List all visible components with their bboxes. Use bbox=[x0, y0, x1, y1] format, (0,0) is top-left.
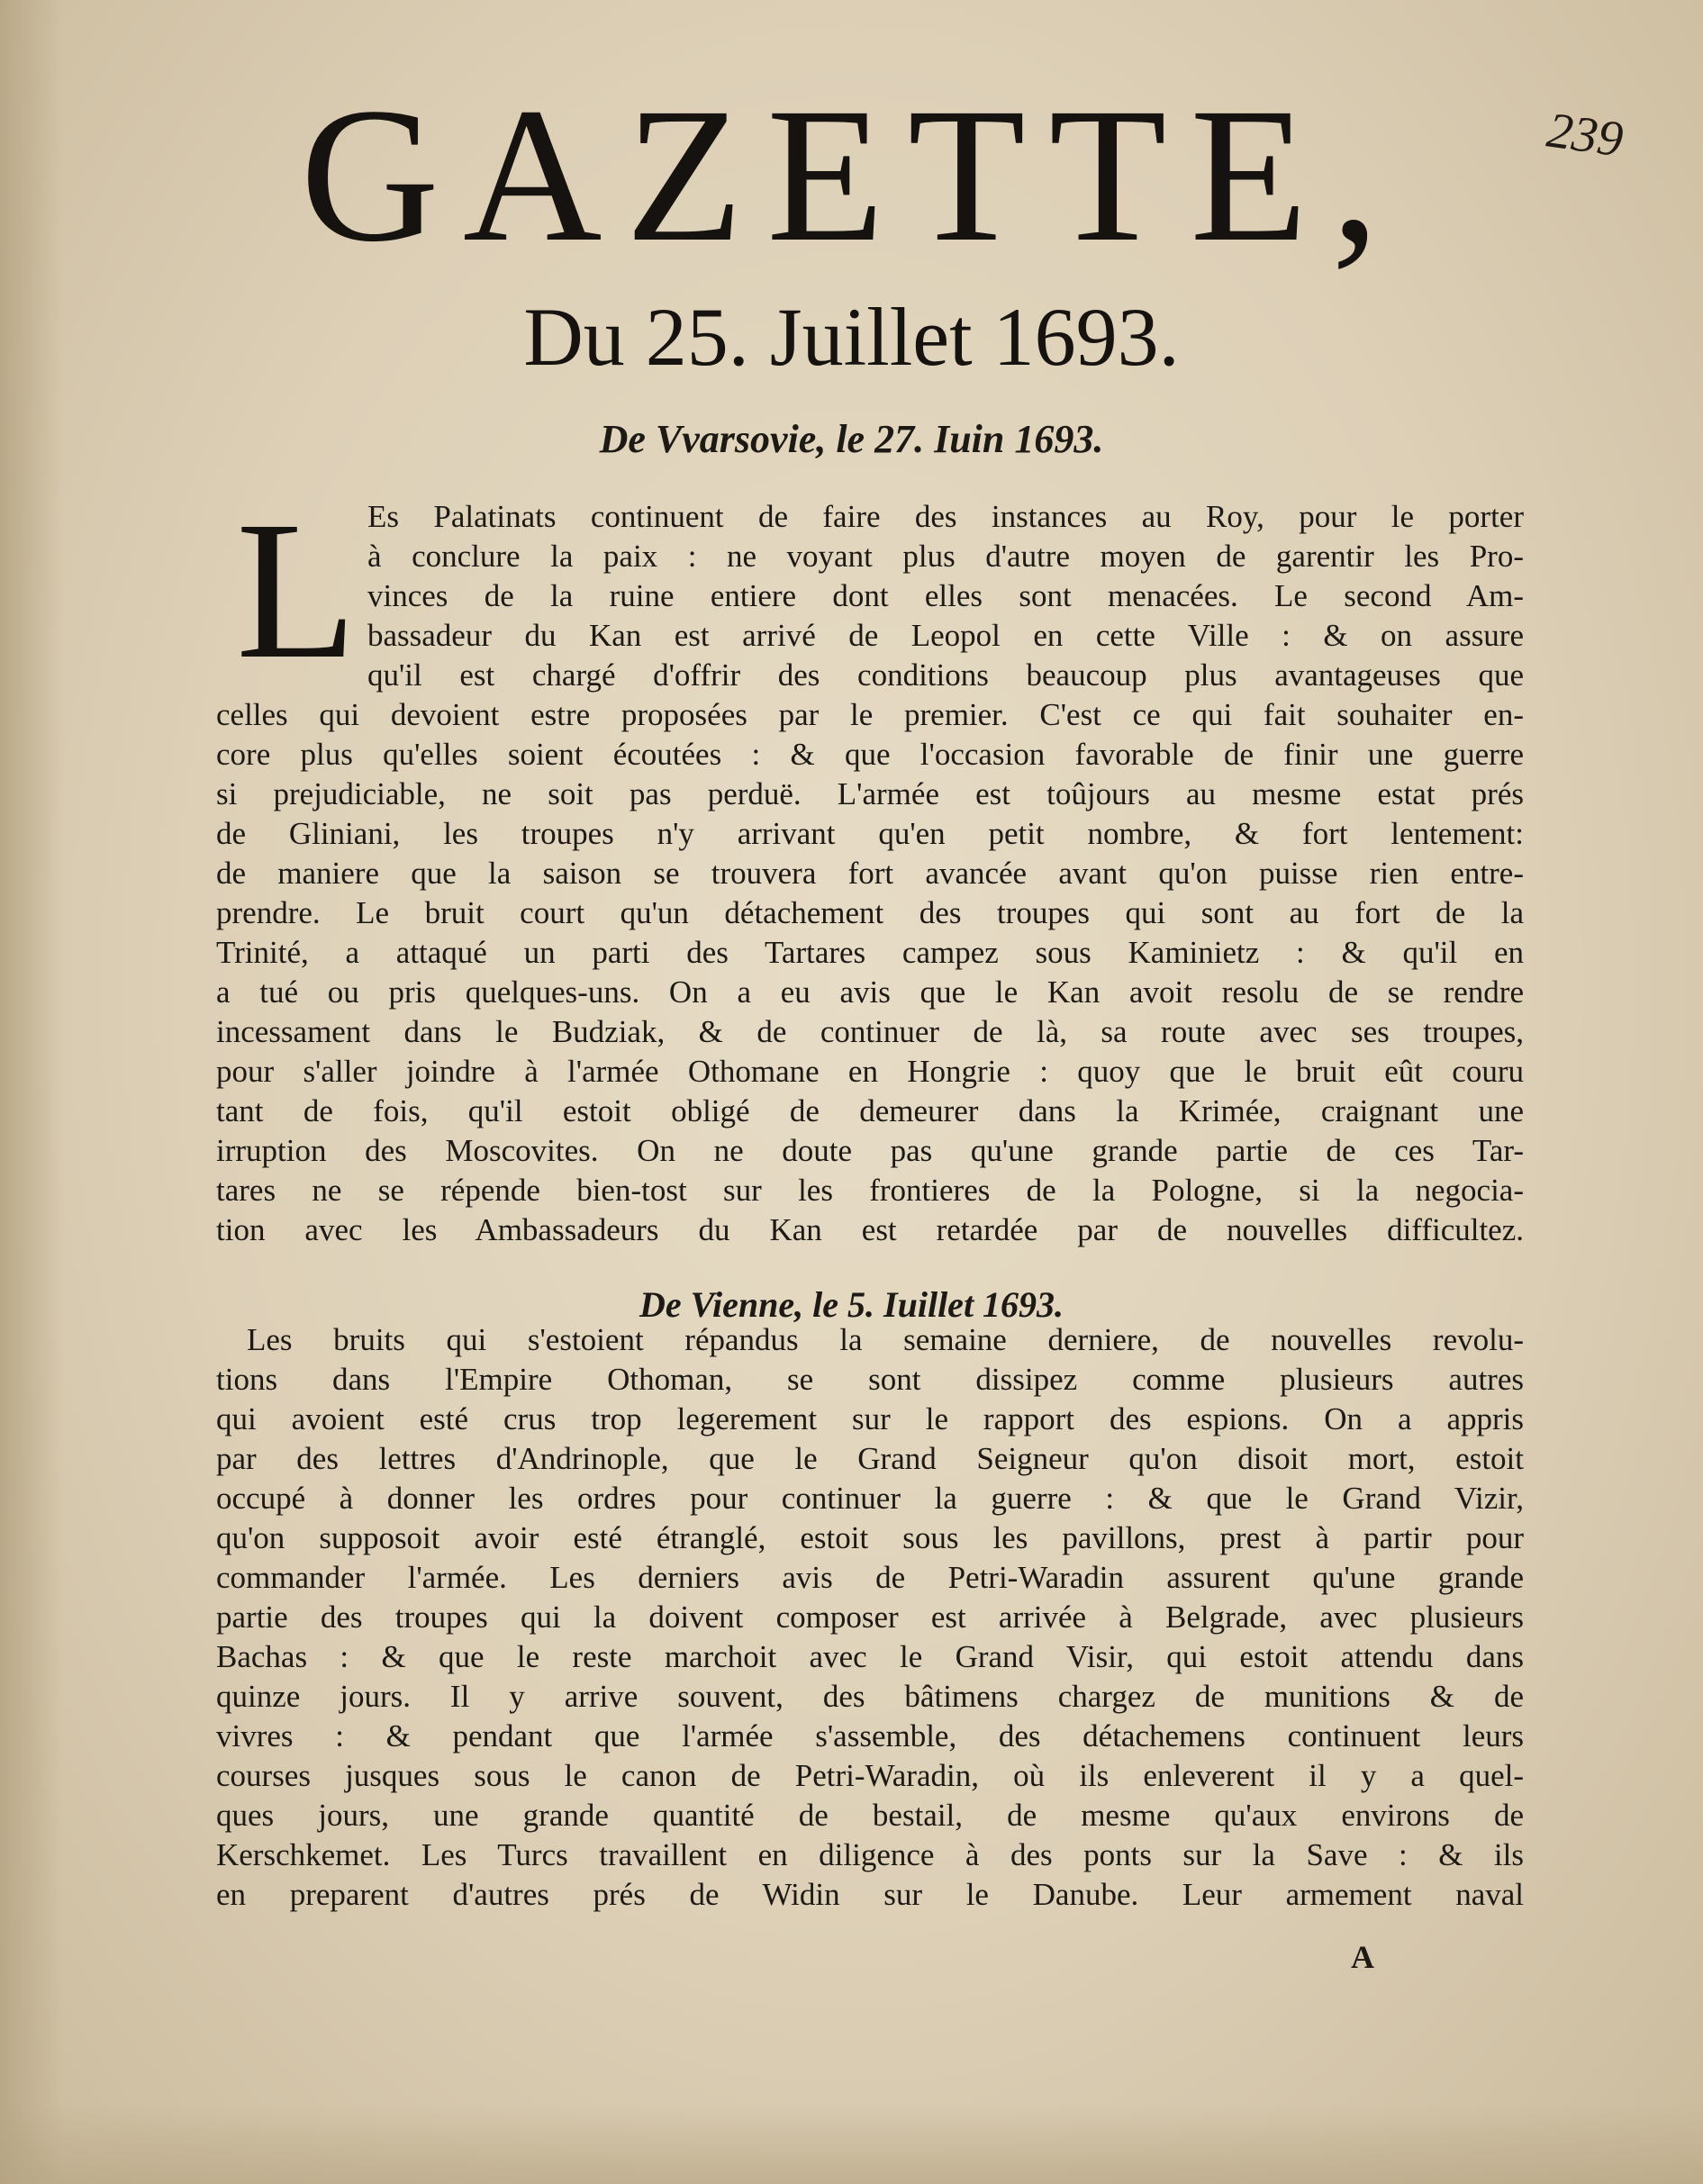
text-line: celles qui devoient estre proposées par le premier. C'est ce qui fait souhaiter en- bbox=[216, 697, 1524, 732]
text-line: irruption des Moscovites. On ne doute pas qu'une grande partie de ces Tar- bbox=[216, 1133, 1524, 1168]
text-line: qui avoient esté crus trop legerement sur le rapport des espions. On a appris bbox=[216, 1401, 1524, 1436]
masthead-title: GAZETTE, bbox=[300, 68, 1403, 282]
text-line: occupé à donner les ordres pour continuer la guerre : & que le Grand Vizir, bbox=[216, 1481, 1524, 1516]
folio-number: 239 bbox=[1544, 102, 1626, 168]
text-line: vinces de la ruine entiere dont elles sont menacées. Le second Am- bbox=[367, 578, 1524, 613]
text-line: qu'on supposoit avoir esté étranglé, estoit sous les pavillons, prest à partir pour bbox=[216, 1520, 1524, 1555]
text-line: incessament dans le Budziak, & de continuer de là, sa route avec ses troupes, bbox=[216, 1014, 1524, 1049]
text-line: prendre. Le bruit court qu'un détachement des troupes qui sont au fort de la bbox=[216, 895, 1524, 930]
text-line: tant de fois, qu'il estoit obligé de demeurer dans la Krimée, craignant une bbox=[216, 1093, 1524, 1128]
text-line: à conclure la paix : ne voyant plus d'autre moyen de garentir les Pro- bbox=[367, 539, 1524, 574]
text-line: par des lettres d'Andrinople, que le Grand Seigneur qu'on disoit mort, estoit bbox=[216, 1441, 1524, 1476]
text-line: a tué ou pris quelques-uns. On a eu avis que le Kan avoit resolu de se rendre bbox=[216, 974, 1524, 1010]
text-line: de maniere que la saison se trouvera fort avancée avant qu'on puisse rien entre- bbox=[216, 856, 1524, 891]
article-heading-vienna: De Vienne, le 5. Iuillet 1693. bbox=[639, 1284, 1064, 1325]
text-line: tares ne se répende bien-tost sur les frontieres de la Pologne, si la negocia- bbox=[216, 1173, 1524, 1208]
text-line: bassadeur du Kan est arrivé de Leopol en cette Ville : & on assure bbox=[367, 618, 1524, 653]
article-body-vienna bbox=[216, 1320, 1524, 1942]
text-line: quinze jours. Il y arrive souvent, des bâtimens chargez de munitions & de bbox=[216, 1679, 1524, 1714]
text-line: partie des troupes qui la doivent composer est arrivée à Belgrade, avec plusieurs bbox=[216, 1599, 1524, 1635]
text-line: Kerschkemet. Les Turcs travaillent en diligence à des ponts sur la Save : & ils bbox=[216, 1837, 1524, 1872]
text-line: si prejudiciable, ne soit pas perduë. L'armée est toûjours au mesme estat prés bbox=[216, 776, 1524, 811]
text-line: Trinité, a attaqué un parti des Tartares campez sous Kaminietz : & qu'il en bbox=[216, 935, 1524, 970]
catchword: A bbox=[1351, 1939, 1374, 1975]
text-line: tion avec les Ambassadeurs du Kan est retardée par de nouvelles difficultez. bbox=[216, 1212, 1524, 1247]
text-line: tions dans l'Empire Othoman, se sont dissipez comme plusieurs autres bbox=[216, 1362, 1524, 1397]
text-line: Bachas : & que le reste marchoit avec le Grand Visir, qui estoit attendu dans bbox=[216, 1639, 1524, 1674]
text-line: Les bruits qui s'estoient répandus la semaine derniere, de nouvelles revolu- bbox=[247, 1322, 1524, 1357]
text-line: Es Palatinats continuent de faire des instances au Roy, pour le porter bbox=[367, 499, 1524, 534]
text-line: en preparent d'autres prés de Widin sur le Danube. Leur armement naval bbox=[216, 1877, 1524, 1912]
issue-dateline: Du 25. Juillet 1693. bbox=[523, 291, 1180, 383]
text-line: pour s'aller joindre à l'armée Othomane en Hongrie : quoy que le bruit eût couru bbox=[216, 1054, 1524, 1089]
text-line: qu'il est chargé d'offrir des conditions beaucoup plus avantageuses que bbox=[367, 657, 1524, 693]
text-line: ques jours, une grande quantité de bestail, de mesme qu'aux environs de bbox=[216, 1798, 1524, 1833]
text-line: commander l'armée. Les derniers avis de Petri-Waradin assurent qu'une grande bbox=[216, 1560, 1524, 1595]
text-line: courses jusques sous le canon de Petri-Waradin, où ils enleverent il y a quel- bbox=[216, 1758, 1524, 1793]
article-heading-warsaw: De Vvarsovie, le 27. Iuin 1693. bbox=[599, 417, 1104, 461]
text-line: core plus qu'elles soient écoutées : & que l'occasion favorable de finir une guerre bbox=[216, 737, 1524, 772]
drop-cap: L bbox=[236, 480, 358, 700]
article-body-warsaw bbox=[216, 497, 1524, 1272]
text-line: de Gliniani, les troupes n'y arrivant qu'en petit nombre, & fort lentement: bbox=[216, 816, 1524, 851]
text-line: vivres : & pendant que l'armée s'assemble, des détachemens continuent leurs bbox=[216, 1718, 1524, 1754]
